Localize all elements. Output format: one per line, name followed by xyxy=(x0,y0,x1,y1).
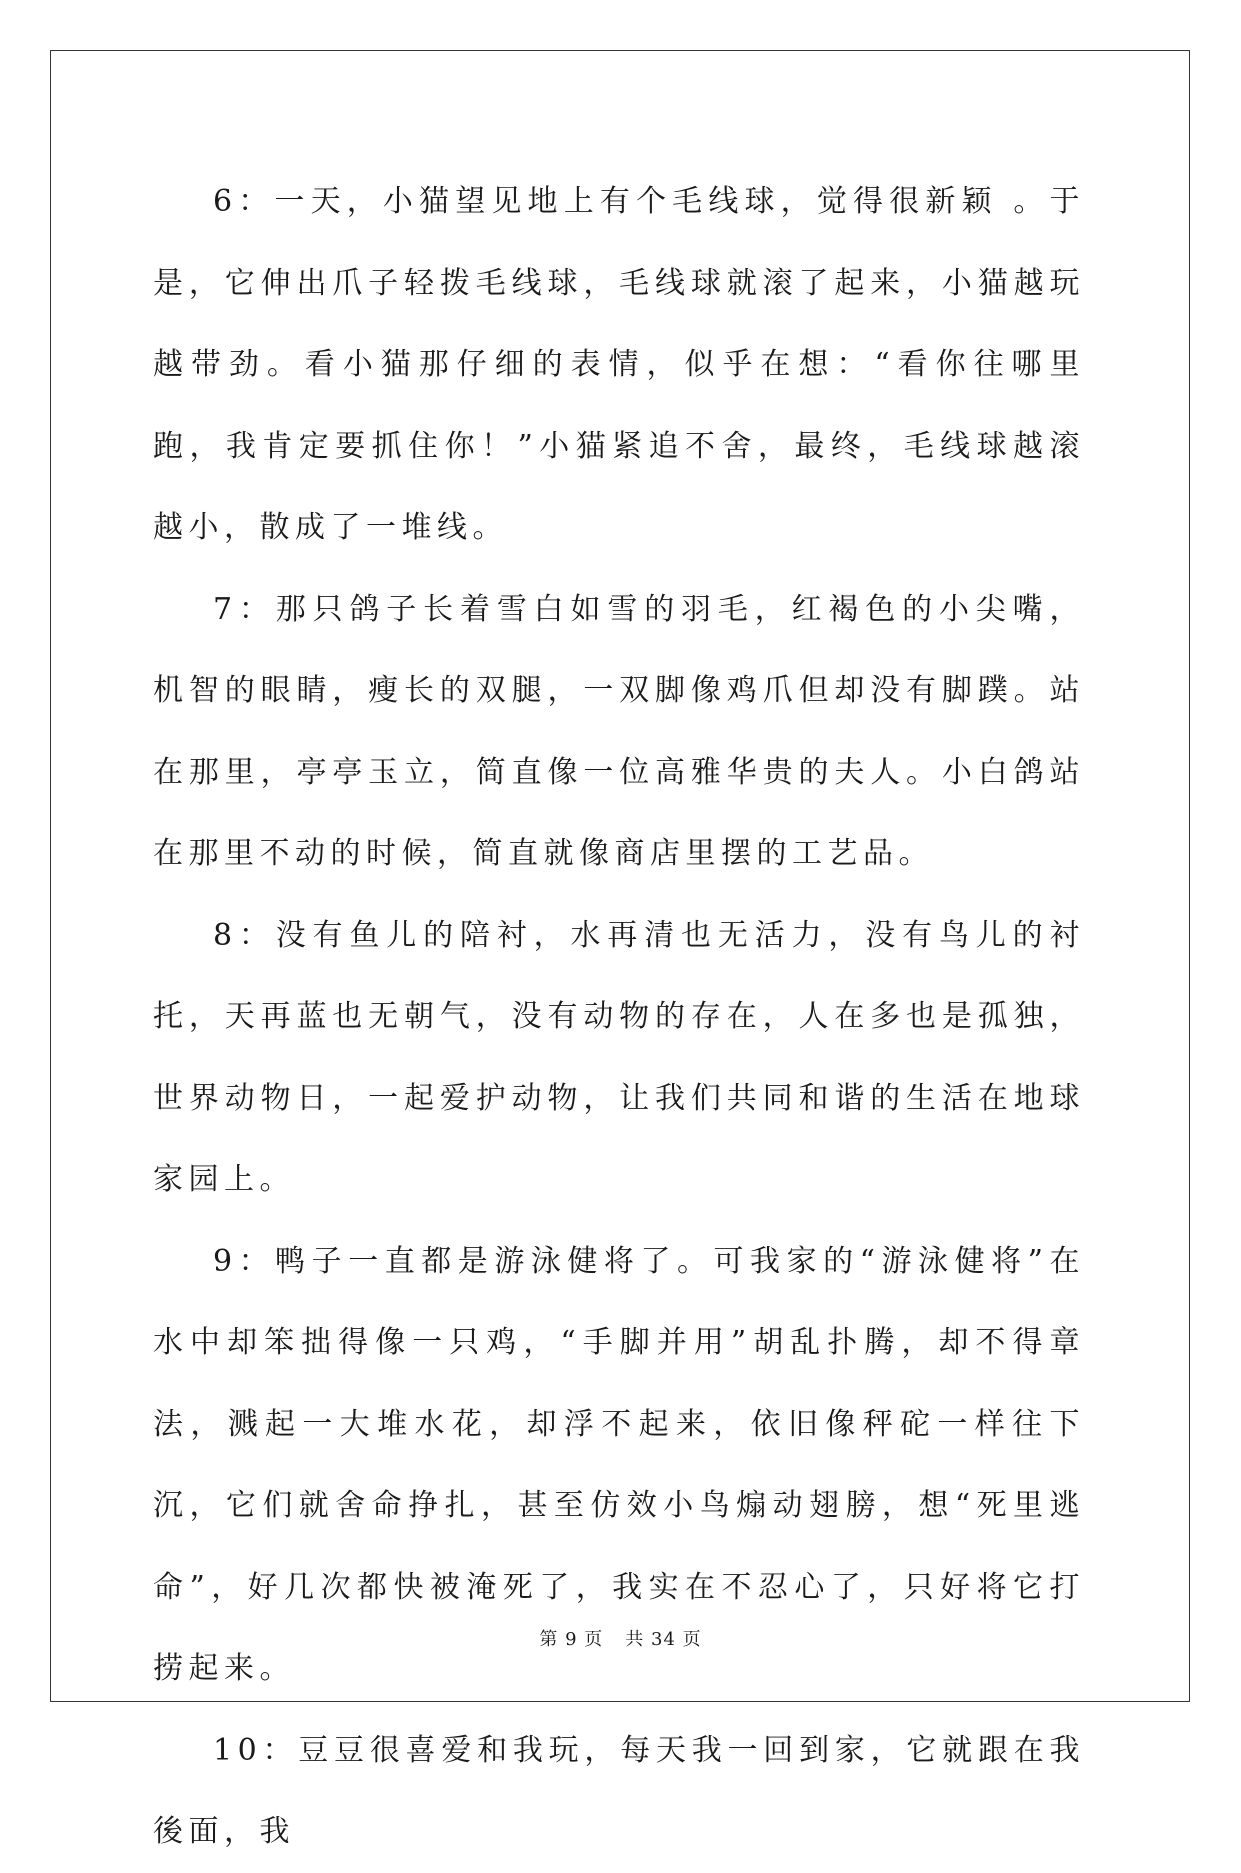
document-body xyxy=(153,161,1085,1873)
paragraph-8: 8：没有鱼儿的陪衬，水再清也无活力，没有鸟儿的衬托，天再蓝也无朝气，没有动物的存在，人在多也是孤独，世界动物日，一起爱护动物，让我们共同和谐的生活在地球家园上。 xyxy=(153,917,1085,1197)
page-footer xyxy=(0,1625,1241,1651)
paragraph-7: 7：那只鸽子长着雪白如雪的羽毛，红褐色的小尖嘴，机智的眼睛，瘦长的双腿，一双脚像鸡爪但却没有脚蹼。站在那里，亭亭玉立，简直像一位高雅华贵的夫人。小白鸽站在那里不动的时候，简直就像商店里摆的工艺品。 xyxy=(153,591,1085,871)
paragraph-9: 9：鸭子一直都是游泳健将了。可我家的“游泳健将”在水中却笨拙得像一只鸡，“手脚并用”胡乱扑腾，却不得章法，溅起一大堆水花，却浮不起来，依旧像秤砣一样往下沉，它们就舍命挣扎，甚至仿效小鸟煽动翅膀，想“死里逃命”，好几次都快被淹死了，我实在不忍心了，只好将它打捞起来。 xyxy=(153,1243,1085,1686)
paragraph-6: 6：一天，小猫望见地上有个毛线球，觉得很新颖 。于是，它伸出爪子轻拨毛线球，毛线球就滚了起来，小猫越玩越带劲。看小猫那仔细的表情，似乎在想：“看你往哪里跑，我肯定要抓住你！”小猫紧追不舍，最终，毛线球越滚越小，散成了一堆线。 xyxy=(153,184,1085,545)
page-total-label: 共 34 页 xyxy=(625,1629,702,1650)
paragraph-10: 10：豆豆很喜爱和我玩，每天我一回到家，它就跟在我後面，我 xyxy=(153,1732,1085,1849)
page-number-label: 第 9 页 xyxy=(539,1629,604,1650)
